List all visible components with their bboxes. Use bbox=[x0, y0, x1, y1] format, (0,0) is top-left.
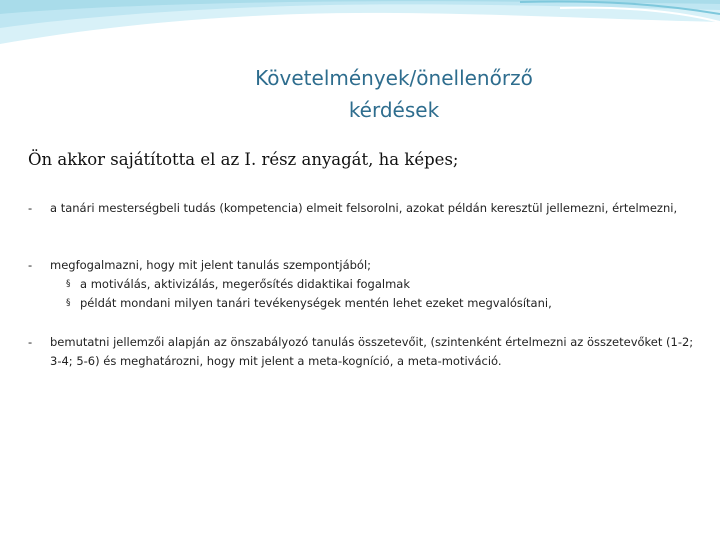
sub-list-item bbox=[66, 275, 698, 294]
list-item-text: bemutatni jellemzői alapján az önszabályozó tanulás összetevőit, (szintenként értelmezni az összetevőket (1-2; 3-4; 5-6) és meghatározni, hogy mit jelent a meta-kogníció, a meta-motiváció. bbox=[50, 335, 694, 368]
list-item-text: megfogalmazni, hogy mit jelent tanulás szempontjából; bbox=[50, 258, 372, 272]
intro-text: Ön akkor sajátította el az I. rész anyagát, ha képes; bbox=[28, 150, 459, 169]
slide-title bbox=[0, 62, 720, 126]
list-item bbox=[28, 199, 698, 218]
title-line-1: Követelmények/önellenőrző bbox=[255, 66, 533, 90]
sub-list-item-text: a motiválás, aktivizálás, megerősítés didaktikai fogalmak bbox=[80, 277, 411, 291]
sub-list-item bbox=[66, 294, 698, 313]
sub-list-item-text: példát mondani milyen tanári tevékenységek mentén lehet ezeket megvalósítani, bbox=[80, 296, 552, 310]
dash-marker: - bbox=[28, 335, 33, 349]
section-bullet-icon: § bbox=[66, 298, 71, 308]
title-line-2: kérdések bbox=[348, 98, 440, 122]
dash-marker: - bbox=[28, 201, 33, 215]
dash-marker: - bbox=[28, 258, 33, 272]
list-item bbox=[28, 333, 698, 371]
list-item bbox=[28, 256, 698, 313]
list-item-text: a tanári mesterségbeli tudás (kompetencia) elmeit felsorolni, azokat példán keresztül jellemezni, értelmezni, bbox=[50, 201, 678, 215]
section-bullet-icon: § bbox=[66, 279, 71, 289]
